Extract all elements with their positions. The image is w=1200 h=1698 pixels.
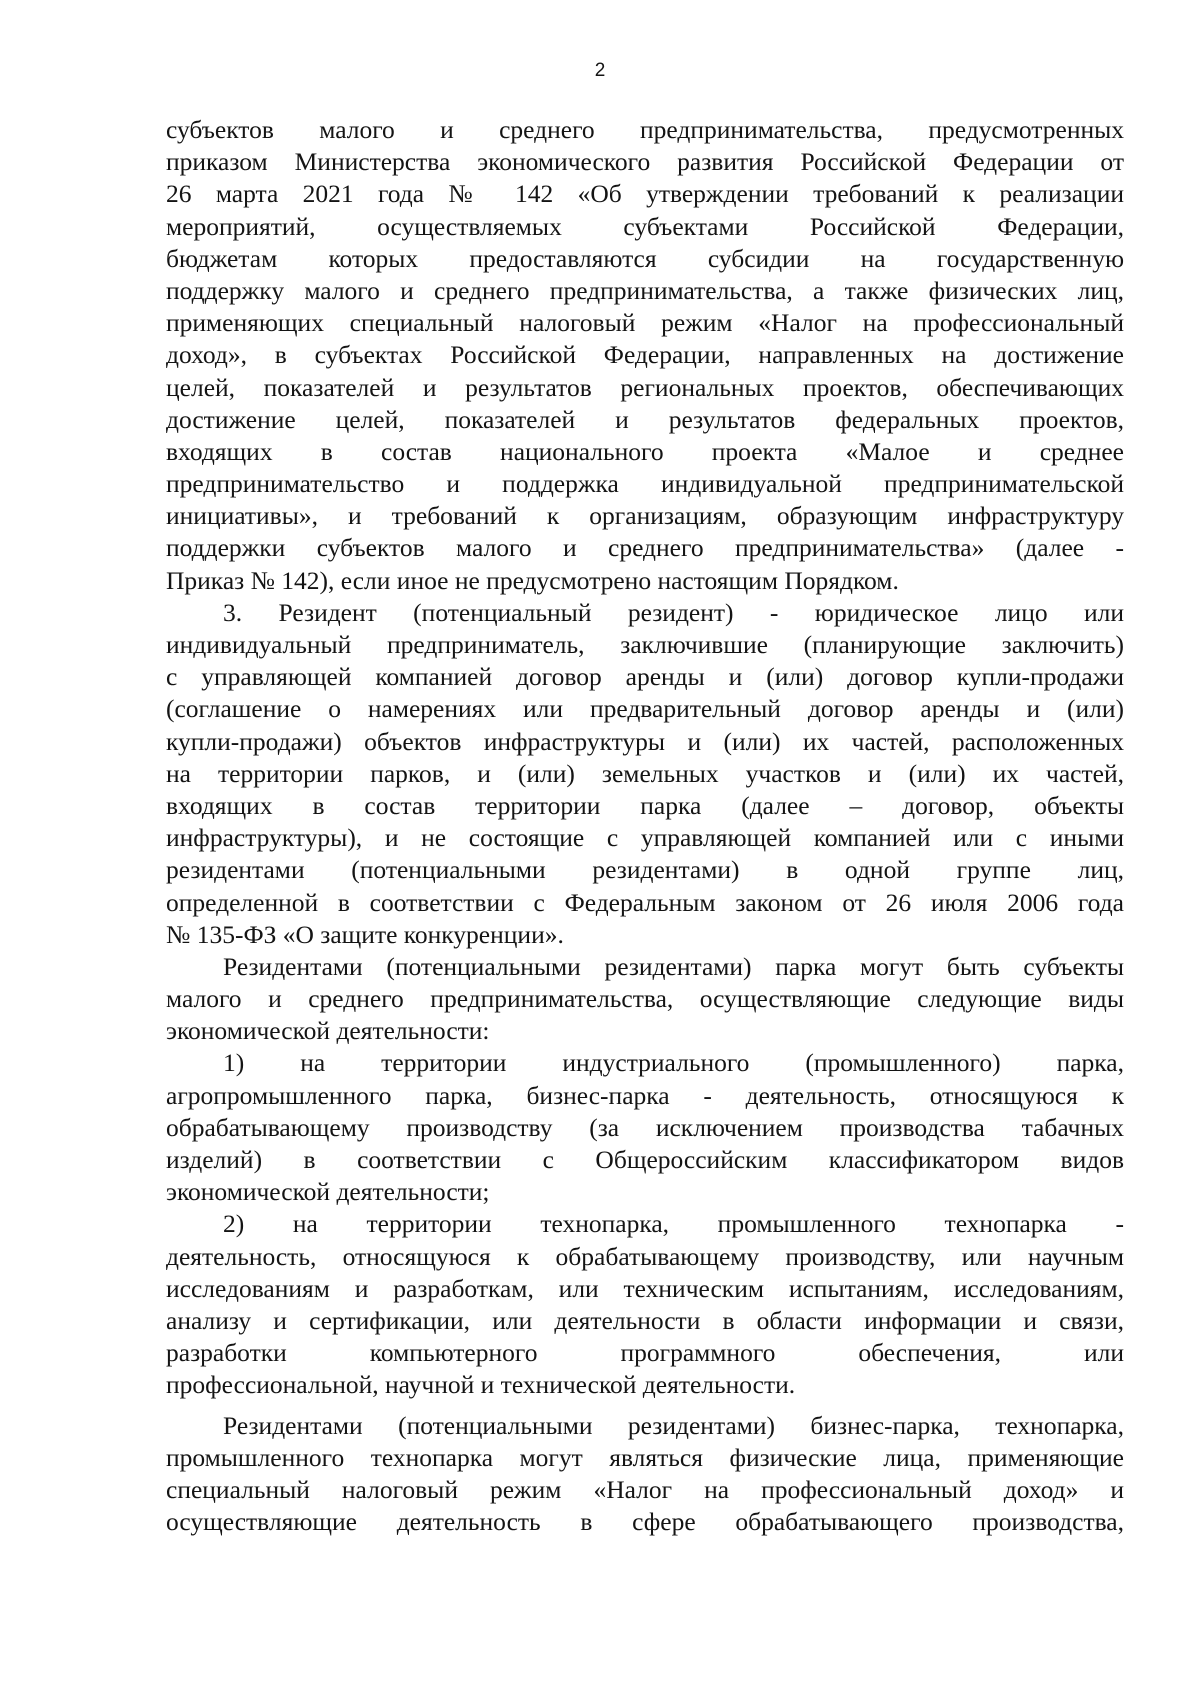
paragraph-line: экономической деятельности; <box>166 1177 490 1207</box>
paragraph-line: применяющих специальный налоговый режим «Налог на профессиональный <box>166 308 1124 338</box>
paragraph-line: (соглашение о намерениях или предварительный договор аренды и (или) <box>166 694 1124 724</box>
paragraph-line: с управляющей компанией договор аренды и (или) договор купли-продажи <box>166 662 1124 692</box>
paragraph-line: достижение целей, показателей и результатов федеральных проектов, <box>166 404 1124 434</box>
paragraph-line: 1) на территории индустриального (промышленного) парка, <box>223 1048 1124 1078</box>
paragraph <box>166 1047 1124 1208</box>
paragraph-line: доход», в субъектах Российской Федерации, направленных на достижение <box>166 340 1124 370</box>
paragraph-line: промышленного технопарка могут являться физические лица, применяющие <box>166 1442 1124 1472</box>
paragraph-line: исследованиям и разработкам, или техническим испытаниям, исследованиям, <box>166 1273 1124 1303</box>
paragraph-line: № 135-ФЗ «О защите конкуренции». <box>166 919 564 949</box>
paragraph-line: анализу и сертификации, или деятельности в области информации и связи, <box>166 1305 1124 1335</box>
paragraph-line: деятельность, относящуюся к обрабатывающему производству, или научным <box>166 1241 1124 1271</box>
paragraph <box>166 1208 1124 1401</box>
paragraph-line: Приказ № 142), если иное не предусмотрено настоящим Порядком. <box>166 565 899 595</box>
paragraph-line: предпринимательство и поддержка индивидуальной предпринимательской <box>166 469 1124 499</box>
paragraph-line: субъектов малого и среднего предпринимательства, предусмотренных <box>166 115 1124 144</box>
paragraph-spacer <box>166 1402 1124 1410</box>
paragraph-line: инициативы», и требований к организациям, образующим инфраструктуру <box>166 501 1124 531</box>
paragraph-line: бюджетам которых предоставляются субсидии на государственную <box>166 243 1124 273</box>
paragraph-line: осуществляющие деятельность в сфере обрабатывающего производства, <box>166 1507 1124 1537</box>
paragraph-line: разработки компьютерного программного обеспечения, или <box>166 1338 1124 1368</box>
paragraph-line: экономической деятельности: <box>166 1016 490 1046</box>
paragraph-line: 2) на территории технопарка, промышленного технопарка - <box>223 1209 1124 1239</box>
paragraph-line: 26 марта 2021 года № 142 «Об утверждении требований к реализации <box>166 179 1124 209</box>
paragraph-line: поддержку малого и среднего предпринимательства, а также физических лиц, <box>166 275 1124 305</box>
paragraph-line: определенной в соответствии с Федеральным законом от 26 июля 2006 года <box>166 887 1124 917</box>
paragraph-line: входящих в состав национального проекта «Малое и среднее <box>166 436 1124 466</box>
paragraph-line: изделий) в соответствии с Общероссийским классификатором видов <box>166 1145 1124 1174</box>
paragraph <box>166 951 1124 1048</box>
paragraph-line: на территории парков, и (или) земельных участков и (или) их частей, <box>166 758 1124 788</box>
paragraph-line: профессиональной, научной и технической деятельности. <box>166 1370 796 1400</box>
page-number: 2 <box>594 60 606 81</box>
paragraph-line: поддержки субъектов малого и среднего предпринимательства» (далее - <box>166 533 1124 563</box>
document-body <box>166 114 1124 1538</box>
paragraph-line: мероприятий, осуществляемых субъектами Российской Федерации, <box>166 211 1124 241</box>
paragraph <box>166 597 1124 951</box>
paragraph-line: индивидуальный предприниматель, заключившие (планирующие заключить) <box>166 630 1124 659</box>
paragraph-line: 3. Резидент (потенциальный резидент) - юридическое лицо или <box>223 597 1124 627</box>
paragraph-line: обрабатывающему производству (за исключением производства табачных <box>166 1112 1124 1142</box>
paragraph-line: Резидентами (потенциальными резидентами) парка могут быть субъекты <box>223 951 1124 981</box>
paragraph <box>166 1410 1124 1539</box>
paragraph-line: приказом Министерства экономического развития Российской Федерации от <box>166 147 1124 177</box>
paragraph-line: агропромышленного парка, бизнес-парка - деятельность, относящуюся к <box>166 1080 1124 1110</box>
paragraph-line: входящих в состав территории парка (далее – договор, объекты <box>166 790 1124 820</box>
paragraph-line: Резидентами (потенциальными резидентами) бизнес-парка, технопарка, <box>223 1410 1124 1440</box>
paragraph-line: резидентами (потенциальными резидентами) в одной группе лиц, <box>166 855 1124 885</box>
paragraph-line: специальный налоговый режим «Налог на профессиональный доход» и <box>166 1474 1124 1504</box>
paragraph-line: малого и среднего предпринимательства, осуществляющие следующие виды <box>166 984 1124 1014</box>
paragraph-line: целей, показателей и результатов региональных проектов, обеспечивающих <box>166 372 1124 402</box>
paragraph-line: инфраструктуры), и не состоящие с управляющей компанией или с иными <box>166 823 1124 853</box>
paragraph <box>166 114 1124 597</box>
paragraph-line: купли-продажи) объектов инфраструктуры и (или) их частей, расположенных <box>166 726 1124 756</box>
